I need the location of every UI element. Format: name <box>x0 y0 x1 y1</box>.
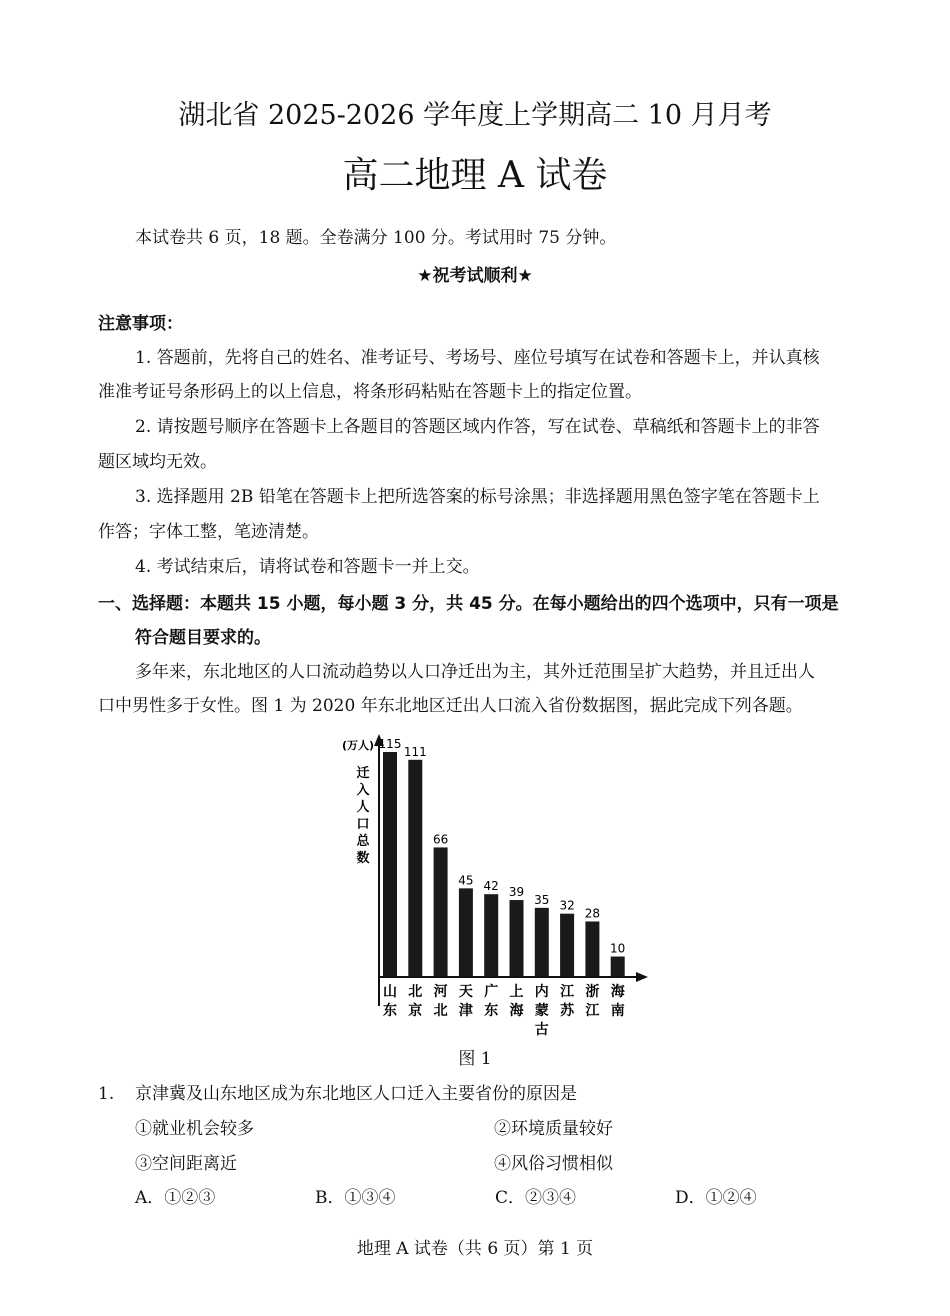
passage-line-2: 口中男性多于女性。图 1 为 2020 年东北地区迁出人口流入省份数据图，据此完成下列各题。 <box>98 696 803 716</box>
figure-caption: 图 1 <box>458 1049 492 1069</box>
notice-heading: 注意事项： <box>98 314 183 334</box>
y-axis-label-char: 人 <box>356 800 370 815</box>
bar-海南 <box>611 957 625 976</box>
bar-上海 <box>510 900 524 976</box>
choice-c[interactable]: C．②③④ <box>495 1188 577 1208</box>
notice-item-2-cont: 题区域均无效。 <box>98 452 217 472</box>
bar-value-label: 39 <box>508 885 525 900</box>
notice-item-4: 4. 考试结束后，请将试卷和答题卡一并上交。 <box>135 557 480 577</box>
category-label-char: 海 <box>610 984 625 1000</box>
bar-内蒙古 <box>535 908 549 976</box>
exam-header-title: 湖北省 2025-2026 学年度上学期高二 10 月月考 <box>178 100 772 131</box>
question-1-number: 1. <box>98 1084 115 1104</box>
bar-山东 <box>383 752 397 976</box>
bar-浙江 <box>585 921 599 976</box>
statement-2: ②环境质量较好 <box>494 1119 613 1139</box>
choice-d[interactable]: D．①②④ <box>675 1188 757 1208</box>
migration-bar-chart <box>330 728 660 1038</box>
y-axis-label-char: 口 <box>356 817 370 832</box>
category-label-char: 海 <box>509 1003 524 1019</box>
category-label-char: 南 <box>610 1003 625 1019</box>
category-label-char: 河 <box>433 984 448 1000</box>
category-label-char: 东 <box>383 1003 397 1019</box>
chart-unit-label: (万人) <box>342 739 375 752</box>
category-label-char: 苏 <box>560 1003 575 1019</box>
y-axis-label-char: 数 <box>356 851 370 866</box>
category-label-char: 内 <box>534 984 549 1000</box>
category-label-char: 广 <box>484 984 499 1000</box>
bar-value-label: 42 <box>483 879 499 894</box>
bar-广东 <box>484 894 498 976</box>
x-axis-arrow <box>636 972 648 982</box>
exam-intro: 本试卷共 6 页，18 题。全卷满分 100 分。考试用时 75 分钟。 <box>135 228 617 248</box>
category-label-char: 北 <box>433 1003 448 1019</box>
section-1-heading-cont: 符合题目要求的。 <box>135 628 271 648</box>
category-label-char: 上 <box>509 984 524 1000</box>
bar-value-label: 45 <box>458 873 474 888</box>
y-axis-label-char: 入 <box>356 783 370 798</box>
statement-4: ④风俗习惯相似 <box>494 1154 613 1174</box>
category-label-char: 天 <box>458 984 473 1000</box>
category-label-char: 京 <box>408 1003 423 1019</box>
page-footer: 地理 A 试卷（共 6 页）第 1 页 <box>356 1239 594 1259</box>
y-axis-label-char: 迁 <box>356 766 370 781</box>
bar-value-label: 111 <box>403 744 427 759</box>
choice-b[interactable]: B．①③④ <box>315 1188 396 1208</box>
statement-3: ③空间距离近 <box>135 1154 237 1174</box>
choice-a[interactable]: A．①②③ <box>135 1188 216 1208</box>
bar-value-label: 115 <box>378 737 402 751</box>
bar-江苏 <box>560 914 574 976</box>
notice-item-2: 2. 请按题号顺序在答题卡上各题目的答题区域内作答，写在试卷、草稿纸和答题卡上的非答 <box>135 417 820 437</box>
bar-value-label: 66 <box>432 832 449 847</box>
exam-subject-title: 高二地理 A 试卷 <box>342 155 608 196</box>
bar-天津 <box>459 888 473 976</box>
bar-河北 <box>434 847 448 976</box>
category-label-char: 蒙 <box>534 1003 549 1019</box>
category-label-char: 东 <box>484 1003 499 1019</box>
notice-item-1-cont: 准准考证号条形码上的以上信息，将条形码粘贴在答题卡上的指定位置。 <box>98 382 642 402</box>
y-axis-label-char: 总 <box>356 834 370 849</box>
category-label-char: 浙 <box>585 984 600 1000</box>
category-label-char: 山 <box>383 984 397 1000</box>
notice-item-3: 3. 选择题用 2B 铅笔在答题卡上把所选答案的标号涂黑；非选择题用黑色签字笔在答题卡上 <box>135 487 820 507</box>
bar-value-label: 10 <box>610 941 626 956</box>
bar-北京 <box>408 760 422 976</box>
category-label-char: 古 <box>534 1022 549 1038</box>
bar-value-label: 32 <box>559 898 575 913</box>
chart-y-axis-label <box>356 765 370 866</box>
passage-line-1: 多年来，东北地区的人口流动趋势以人口净迁出为主，其外迁范围呈扩大趋势，并且迁出人 <box>135 662 815 682</box>
category-label-char: 津 <box>458 1003 473 1019</box>
category-label-char: 江 <box>585 1003 600 1019</box>
category-label-char: 北 <box>408 984 423 1000</box>
bar-value-label: 35 <box>534 892 550 907</box>
category-label-char: 江 <box>560 984 575 1000</box>
section-1-heading: 一、选择题：本题共 15 小题，每小题 3 分，共 45 分。在每小题给出的四个选项中，只有一项是 <box>98 594 839 614</box>
statement-1: ①就业机会较多 <box>135 1119 254 1139</box>
question-1-stem: 京津冀及山东地区成为东北地区人口迁入主要省份的原因是 <box>135 1084 577 1104</box>
good-luck-banner: ★祝考试顺利★ <box>417 266 533 286</box>
bar-value-label: 28 <box>584 906 601 921</box>
notice-item-3-cont: 作答；字体工整，笔迹清楚。 <box>98 522 319 542</box>
notice-item-1: 1. 答题前，先将自己的姓名、准考证号、考场号、座位号填写在试卷和答题卡上，并认真核 <box>135 348 820 368</box>
